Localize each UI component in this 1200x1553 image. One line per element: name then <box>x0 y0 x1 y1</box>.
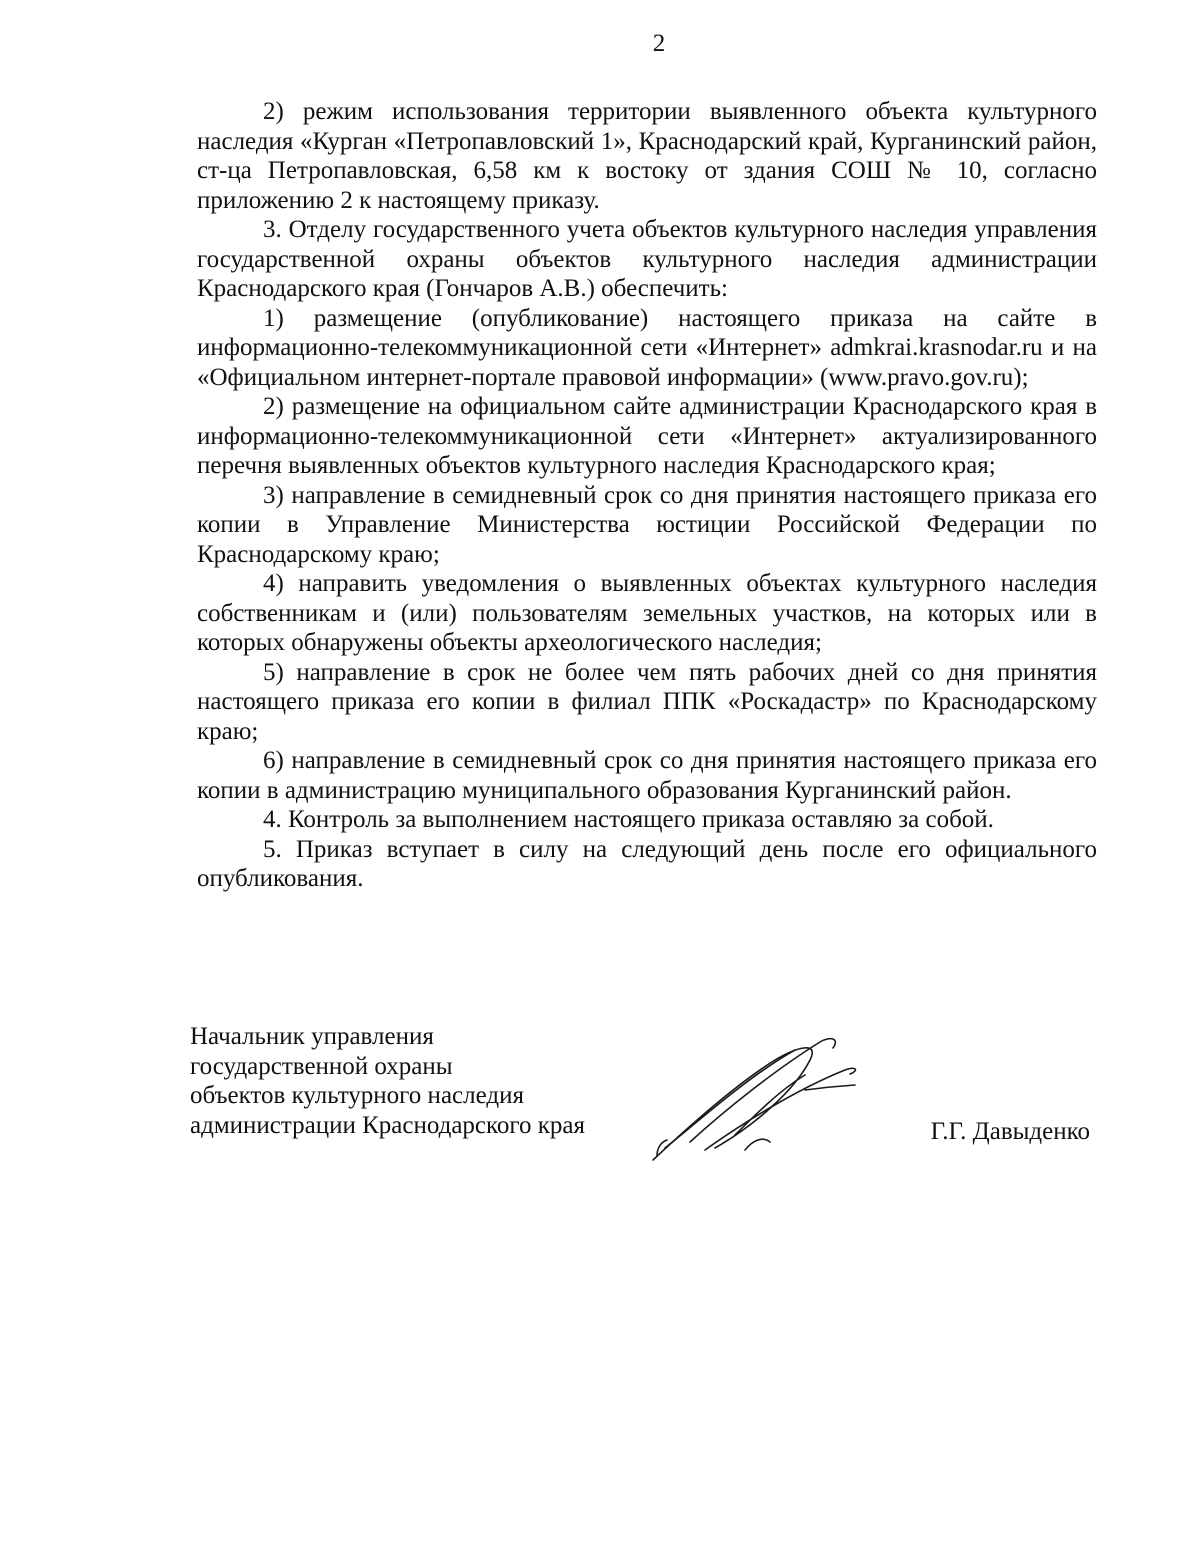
paragraph: 4) направить уведомления о выявленных объектах культурного наследия собственникам и (или) пользователям земельных участков, на которых или в которых обнаружены объекты археологического наследия; <box>197 570 1097 656</box>
signatory-title-line: администрации Краснодарского края <box>190 1111 586 1139</box>
paragraph: 5. Приказ вступает в силу на следующий день после его официального опубликования. <box>197 835 1097 892</box>
document-body <box>197 97 1097 894</box>
paragraph: 2) режим использования территории выявленного объекта культурного наследия «Курган «Петропавловский 1», Краснодарский край, Курганинский район, ст-ца Петропавловская, 6,58 км к востоку от здания СОШ № 10, согласно приложению 2 к настоящему приказу. <box>197 98 1097 214</box>
paragraph: 1) размещение (опубликование) настоящего приказа на сайте в информационно-телекоммуникационной сети «Интернет» admkrai.krasnodar.ru и на «Официальном интернет-портале правовой информации» (www.pravo.gov.ru); <box>197 304 1097 391</box>
signatory-name: Г.Г. Давыденко <box>930 1118 1090 1145</box>
paragraph: 6) направление в семидневный срок со дня принятия настоящего приказа его копии в администрацию муниципального образования Курганинский район. <box>197 747 1097 804</box>
paragraph: 3) направление в семидневный срок со дня принятия настоящего приказа его копии в Управление Министерства юстиции Российской Федерации по Краснодарскому краю; <box>197 481 1097 568</box>
signatory-title <box>190 1022 585 1140</box>
signatory-title-line: Начальник управления <box>190 1023 434 1050</box>
handwritten-signature <box>645 1030 865 1170</box>
signature-block <box>190 1022 1100 1172</box>
paragraph: 2) размещение на официальном сайте администрации Краснодарского края в информационно-телекоммуникационной сети «Интернет» актуализированного перечня выявленных объектов культурного наследия Краснодарского края; <box>197 393 1097 479</box>
paragraph: 3. Отделу государственного учета объектов культурного наследия управления государственной охраны объектов культурного наследия администрации Краснодарского края (Гончаров А.В.) обеспечить: <box>197 216 1097 302</box>
paragraph: 4. Контроль за выполнением настоящего приказа оставляю за собой. <box>263 806 994 833</box>
signatory-title-line: государственной охраны <box>190 1052 453 1080</box>
paragraph: 5) направление в срок не более чем пять рабочих дней со дня принятия настоящего приказа его копии в филиал ППК «Роскадастр» по Краснодарскому краю; <box>197 658 1097 745</box>
signatory-title-line: объектов культурного наследия <box>190 1082 524 1109</box>
page-number: 2 <box>652 30 666 57</box>
